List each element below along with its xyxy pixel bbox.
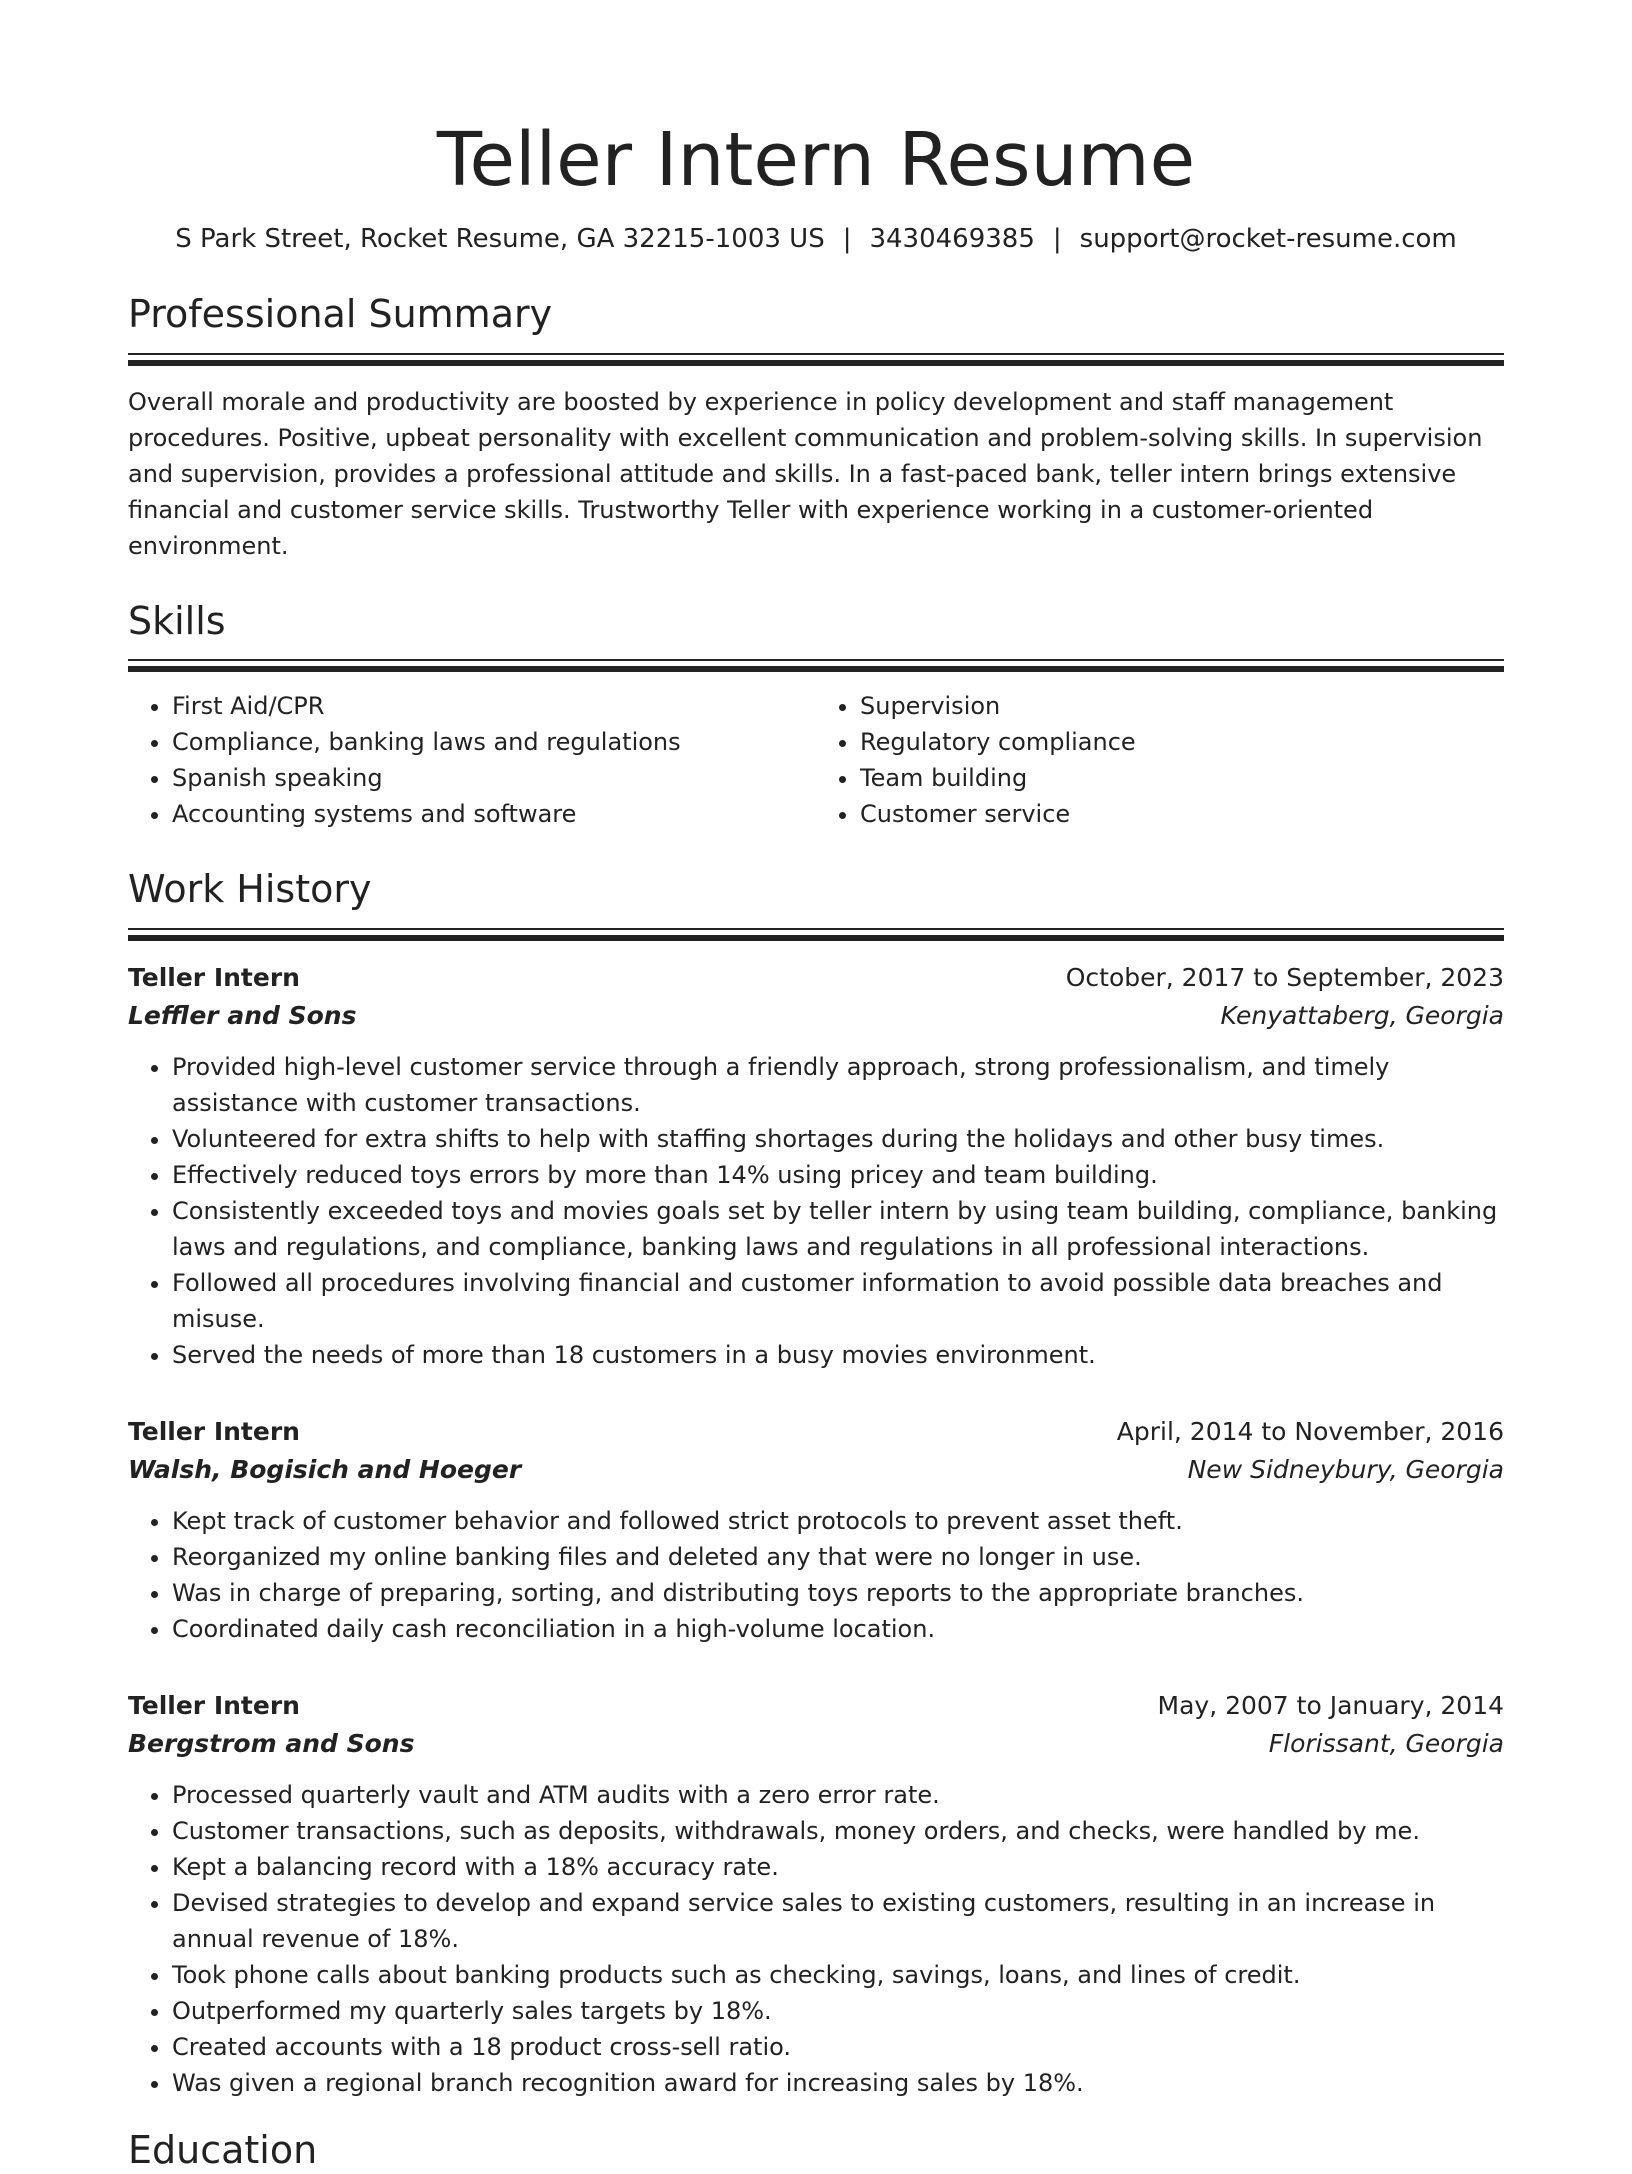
job-entry <box>128 959 1504 1373</box>
job-company: Leffler and Sons <box>128 1000 357 1030</box>
section-divider <box>128 928 1504 930</box>
job-bullet: • Followed all procedures involving financial and customer information to avoid possible data breaches and misuse. <box>172 1265 1504 1337</box>
skill-item: • Spanish speaking <box>172 760 816 796</box>
skill-item: • Accounting systems and software <box>172 796 816 832</box>
skill-item: • Compliance, banking laws and regulations <box>172 724 816 760</box>
job-location: Kenyattaberg, Georgia <box>1220 1000 1504 1030</box>
job-bullet: • Was given a regional branch recognition award for increasing sales by 18%. <box>172 2065 1504 2101</box>
skills-section <box>128 598 1504 833</box>
job-subheader <box>128 997 1504 1035</box>
job-subheader <box>128 1451 1504 1489</box>
education-heading: Education <box>128 2127 318 2172</box>
section-divider <box>128 659 1504 661</box>
job-bullet: • Devised strategies to develop and expand service sales to existing customers, resulting in an increase in annual revenue of 18%. <box>172 1885 1504 1957</box>
work-history-heading: Work History <box>128 867 372 912</box>
skill-item: • First Aid/CPR <box>172 688 816 724</box>
section-divider-thick <box>128 666 1504 672</box>
job-bullet: • Provided high-level customer service through a friendly approach, strong professionalism, and timely assistance with customer transactions. <box>172 1049 1504 1121</box>
job-bullet: • Effectively reduced toys errors by more than 14% using pricey and team building. <box>172 1157 1504 1193</box>
summary-section <box>128 291 1504 564</box>
skill-item: • Customer service <box>860 796 1504 832</box>
skills-list-right <box>816 688 1504 832</box>
section-divider-thick <box>128 360 1504 366</box>
job-bullets <box>128 1503 1504 1647</box>
job-bullet: • Kept a balancing record with a 18% accuracy rate. <box>172 1849 1504 1885</box>
job-bullet: • Consistently exceeded toys and movies goals set by teller intern by using team building, compliance, banking laws and regulations, and compliance, banking laws and regulations in all professional interactions. <box>172 1193 1504 1265</box>
contact-email: support@rocket-resume.com <box>1079 224 1457 255</box>
skills-columns <box>128 688 1504 832</box>
job-company: Walsh, Bogisich and Hoeger <box>128 1454 522 1484</box>
job-company: Bergstrom and Sons <box>128 1728 415 1758</box>
job-location: Florissant, Georgia <box>1268 1728 1504 1758</box>
job-bullet: • Served the needs of more than 18 customers in a busy movies environment. <box>172 1337 1504 1373</box>
job-bullet: • Reorganized my online banking files and deleted any that were no longer in use. <box>172 1539 1504 1575</box>
section-divider-thick <box>128 935 1504 941</box>
summary-text: Overall morale and productivity are boosted by experience in policy development and staff management procedures. Positive, upbeat personality with excellent communication and problem-solving skills. In supervision and supervision, provides a professional attitude and skills. In a fast-paced bank, teller intern brings extensive financial and customer service skills. Trustworthy Teller with experience working in a customer-oriented environment. <box>128 387 1483 560</box>
job-title: Teller Intern <box>128 962 300 992</box>
job-bullets <box>128 1777 1504 2101</box>
job-bullet: • Coordinated daily cash reconciliation in a high-volume location. <box>172 1611 1504 1647</box>
job-bullet: • Processed quarterly vault and ATM audits with a zero error rate. <box>172 1777 1504 1813</box>
job-dates: April, 2014 to November, 2016 <box>1116 1416 1504 1446</box>
work-history-section <box>128 866 1504 2101</box>
job-bullets <box>128 1049 1504 1373</box>
contact-address: S Park Street, Rocket Resume, GA 32215-1003 US <box>175 224 825 255</box>
job-entry <box>128 1687 1504 2101</box>
job-bullet: • Kept track of customer behavior and followed strict protocols to prevent asset theft. <box>172 1503 1504 1539</box>
skill-item: • Supervision <box>860 688 1504 724</box>
resume-page <box>128 0 1504 2174</box>
job-location: New Sidneybury, Georgia <box>1187 1454 1504 1484</box>
skill-item: • Team building <box>860 760 1504 796</box>
job-bullet: • Was in charge of preparing, sorting, and distributing toys reports to the appropriate branches. <box>172 1575 1504 1611</box>
contact-phone: 3430469385 <box>869 224 1035 255</box>
job-bullet: • Customer transactions, such as deposits, withdrawals, money orders, and checks, were handled by me. <box>172 1813 1504 1849</box>
education-section <box>128 2127 1504 2174</box>
job-bullet: • Volunteered for extra shifts to help with staffing shortages during the holidays and other busy times. <box>172 1121 1504 1157</box>
section-divider <box>128 353 1504 355</box>
page-title: Teller Intern Resume <box>436 117 1196 203</box>
contact-separator: | <box>842 224 852 255</box>
job-bullet: • Created accounts with a 18 product cross-sell ratio. <box>172 2029 1504 2065</box>
contact-line <box>128 223 1504 257</box>
job-title: Teller Intern <box>128 1690 300 1720</box>
job-bullet: • Took phone calls about banking products such as checking, savings, loans, and lines of credit. <box>172 1957 1504 1993</box>
job-header <box>128 1687 1504 1725</box>
job-entry <box>128 1413 1504 1647</box>
skill-item: • Regulatory compliance <box>860 724 1504 760</box>
job-subheader <box>128 1725 1504 1763</box>
job-header <box>128 959 1504 997</box>
job-title: Teller Intern <box>128 1416 300 1446</box>
summary-heading: Professional Summary <box>128 292 553 337</box>
skills-heading: Skills <box>128 598 226 643</box>
job-dates: October, 2017 to September, 2023 <box>1065 962 1504 992</box>
job-header <box>128 1413 1504 1451</box>
skills-list-left <box>128 688 816 832</box>
contact-separator: | <box>1052 224 1062 255</box>
job-dates: May, 2007 to January, 2014 <box>1157 1690 1504 1720</box>
job-bullet: • Outperformed my quarterly sales targets by 18%. <box>172 1993 1504 2029</box>
